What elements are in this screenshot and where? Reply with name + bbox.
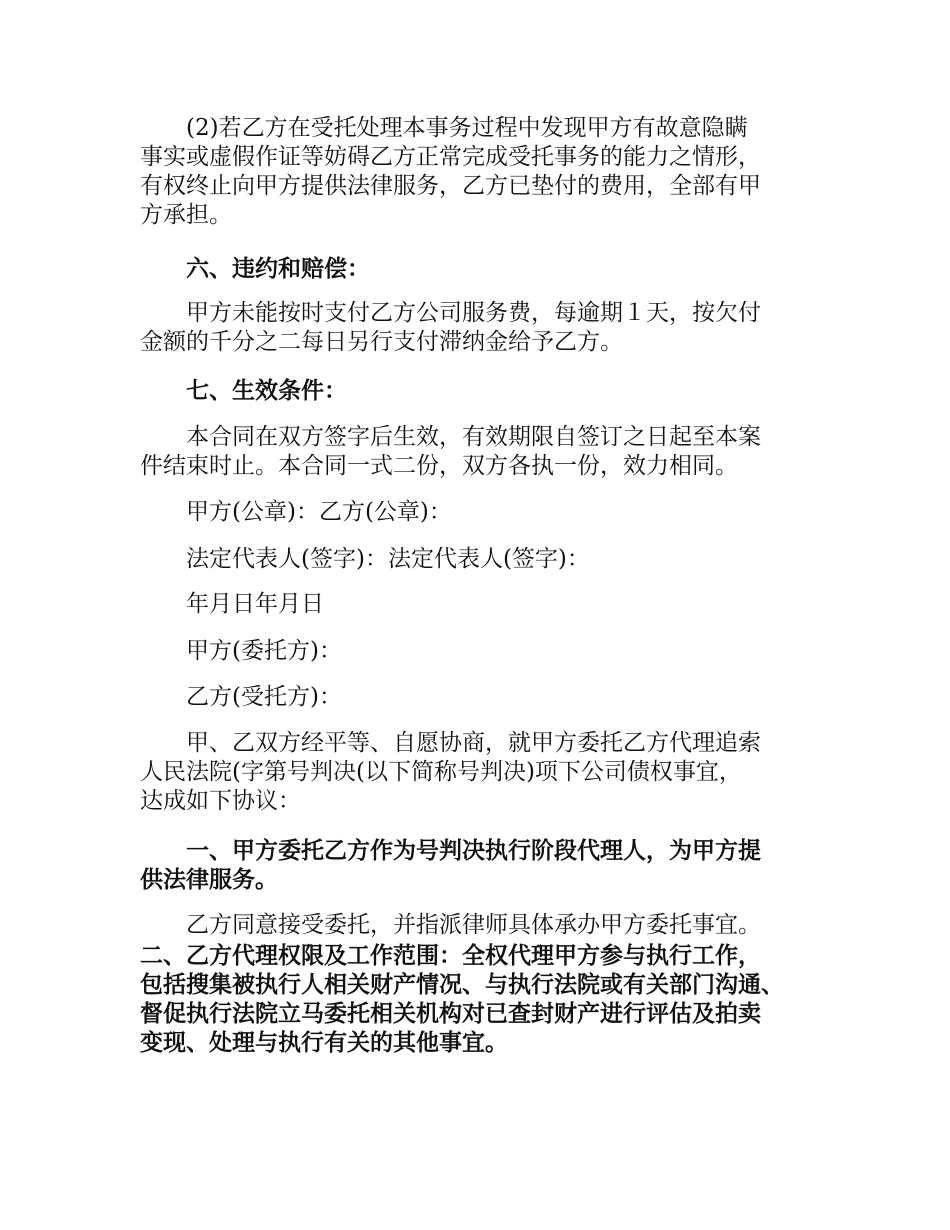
section-two-scope: 二、乙方代理权限及工作范围：全权代理甲方参与执行工作， 包括搜集被执行人相关财产情况、与执行法院或有关部门沟通、 督促执行法院立马委托相关机构对已查封财产进行评估及拍卖 变现、处理与执行有关的其他事宜。 — [140, 942, 784, 1056]
seal-line: 甲方(公章)：乙方(公章)： — [186, 499, 452, 525]
party-b-line: 乙方(受托方)： — [186, 684, 342, 710]
paragraph-agreement-preamble: 甲、乙双方经平等、自愿协商，就甲方委托乙方代理追索 人民法院(字第号判决(以下简称号判决)项下公司债权事宜， 达成如下协议： — [140, 730, 761, 814]
paragraph-termination-clause: (2)若乙方在受托处理本事务过程中发现甲方有故意隐瞒 事实或虚假作证等妨碍乙方正常完成受托事务的能力之情形， 有权终止向甲方提供法律服务，乙方已垫付的费用，全部有甲 方承担。 — [140, 115, 761, 228]
paragraph-late-fee: 甲方未能按时支付乙方公司服务费，每逾期１天，按欠付 金额的千分之二每日另行支付滞纳金给予乙方。 — [140, 300, 761, 355]
paragraph-effective-terms: 本合同在双方签字后生效，有效期限自签订之日起至本案 件结束时止。本合同一式二份，双方各执一份，效力相同。 — [140, 424, 761, 479]
representative-signature-line: 法定代表人(签字)：法定代表人(签字)： — [186, 546, 590, 572]
section-one-heading: 一、甲方委托乙方作为号判决执行阶段代理人，为甲方提 供法律服务。 — [140, 837, 761, 893]
paragraph-acceptance: 乙方同意接受委托，并指派律师具体承办甲方委托事宜。 — [186, 912, 761, 938]
party-a-line: 甲方(委托方)： — [186, 638, 342, 664]
date-line: 年月日年月日 — [186, 591, 324, 617]
section-heading-breach: 六、违约和赔偿： — [186, 255, 370, 282]
section-heading-effective: 七、生效条件： — [186, 377, 347, 404]
